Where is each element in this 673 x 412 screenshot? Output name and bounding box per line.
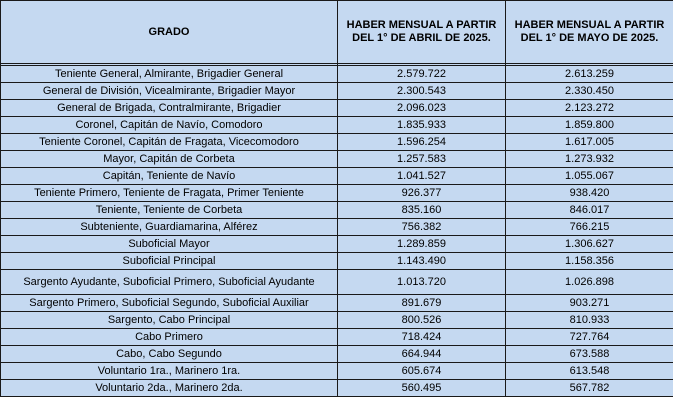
mayo-cell: 2.330.450 <box>506 83 673 100</box>
grado-cell: Teniente, Teniente de Corbeta <box>1 202 338 219</box>
table-row <box>1 168 673 185</box>
mayo-cell: 727.764 <box>506 329 673 346</box>
grado-cell: Teniente General, Almirante, Brigadier General <box>1 66 338 83</box>
mayo-cell: 2.123.272 <box>506 100 673 117</box>
abril-cell: 926.377 <box>338 185 506 202</box>
mayo-cell: 1.055.067 <box>506 168 673 185</box>
header-mayo: HABER MENSUAL A PARTIR DEL 1° DE MAYO DE 2025. <box>506 1 673 64</box>
abril-cell: 835.160 <box>338 202 506 219</box>
abril-cell: 756.382 <box>338 219 506 236</box>
grado-cell: Coronel, Capitán de Navío, Comodoro <box>1 117 338 134</box>
table-row <box>1 83 673 100</box>
abril-cell: 718.424 <box>338 329 506 346</box>
mayo-cell: 1.306.627 <box>506 236 673 253</box>
abril-cell: 2.096.023 <box>338 100 506 117</box>
grado-cell: Voluntario 2da., Marinero 2da. <box>1 380 338 397</box>
mayo-cell: 903.271 <box>506 295 673 312</box>
mayo-cell: 567.782 <box>506 380 673 397</box>
table-row <box>1 151 673 168</box>
mayo-cell: 613.548 <box>506 363 673 380</box>
mayo-cell: 810.933 <box>506 312 673 329</box>
table-row <box>1 295 673 312</box>
table-row <box>1 270 673 295</box>
header-abril: HABER MENSUAL A PARTIR DEL 1° DE ABRIL DE 2025. <box>338 1 506 64</box>
abril-cell: 1.143.490 <box>338 253 506 270</box>
mayo-cell: 1.859.800 <box>506 117 673 134</box>
table-row <box>1 100 673 117</box>
mayo-cell: 1.273.932 <box>506 151 673 168</box>
table-row <box>1 312 673 329</box>
mayo-cell: 766.215 <box>506 219 673 236</box>
grado-cell: Sargento Primero, Suboficial Segundo, Suboficial Auxiliar <box>1 295 338 312</box>
table-row <box>1 219 673 236</box>
grado-cell: General de División, Vicealmirante, Brigadier Mayor <box>1 83 338 100</box>
mayo-cell: 1.617.005 <box>506 134 673 151</box>
mayo-cell: 1.158.356 <box>506 253 673 270</box>
grado-cell: Capitán, Teniente de Navío <box>1 168 338 185</box>
mayo-cell: 2.613.259 <box>506 66 673 83</box>
table-row <box>1 202 673 219</box>
grado-cell: Voluntario 1ra., Marinero 1ra. <box>1 363 338 380</box>
abril-cell: 1.041.527 <box>338 168 506 185</box>
table-row <box>1 380 673 397</box>
grado-cell: Cabo Primero <box>1 329 338 346</box>
abril-cell: 664.944 <box>338 346 506 363</box>
grado-cell: Suboficial Mayor <box>1 236 338 253</box>
mayo-cell: 673.588 <box>506 346 673 363</box>
table-row <box>1 253 673 270</box>
abril-cell: 891.679 <box>338 295 506 312</box>
grado-cell: Sargento, Cabo Principal <box>1 312 338 329</box>
table-row <box>1 134 673 151</box>
grado-cell: Cabo, Cabo Segundo <box>1 346 338 363</box>
abril-cell: 1.596.254 <box>338 134 506 151</box>
mayo-cell: 1.026.898 <box>506 270 673 295</box>
mayo-cell: 938.420 <box>506 185 673 202</box>
abril-cell: 2.300.543 <box>338 83 506 100</box>
mayo-cell: 846.017 <box>506 202 673 219</box>
table-row <box>1 185 673 202</box>
abril-cell: 605.674 <box>338 363 506 380</box>
header-grado: GRADO <box>1 1 338 64</box>
grado-cell: Subteniente, Guardiamarina, Alférez <box>1 219 338 236</box>
abril-cell: 1.257.583 <box>338 151 506 168</box>
abril-cell: 1.013.720 <box>338 270 506 295</box>
table-row <box>1 236 673 253</box>
abril-cell: 1.289.859 <box>338 236 506 253</box>
grado-cell: General de Brigada, Contralmirante, Brigadier <box>1 100 338 117</box>
table-row <box>1 66 673 83</box>
table-row <box>1 363 673 380</box>
grado-cell: Teniente Primero, Teniente de Fragata, Primer Teniente <box>1 185 338 202</box>
grado-cell: Sargento Ayudante, Suboficial Primero, Suboficial Ayudante <box>1 270 338 295</box>
abril-cell: 1.835.933 <box>338 117 506 134</box>
table-row <box>1 329 673 346</box>
grado-cell: Teniente Coronel, Capitán de Fragata, Vicecomodoro <box>1 134 338 151</box>
abril-cell: 560.495 <box>338 380 506 397</box>
abril-cell: 800.526 <box>338 312 506 329</box>
table-row <box>1 346 673 363</box>
header-row <box>1 1 673 64</box>
grado-cell: Suboficial Principal <box>1 253 338 270</box>
abril-cell: 2.579.722 <box>338 66 506 83</box>
grado-cell: Mayor, Capitán de Corbeta <box>1 151 338 168</box>
table-row <box>1 117 673 134</box>
